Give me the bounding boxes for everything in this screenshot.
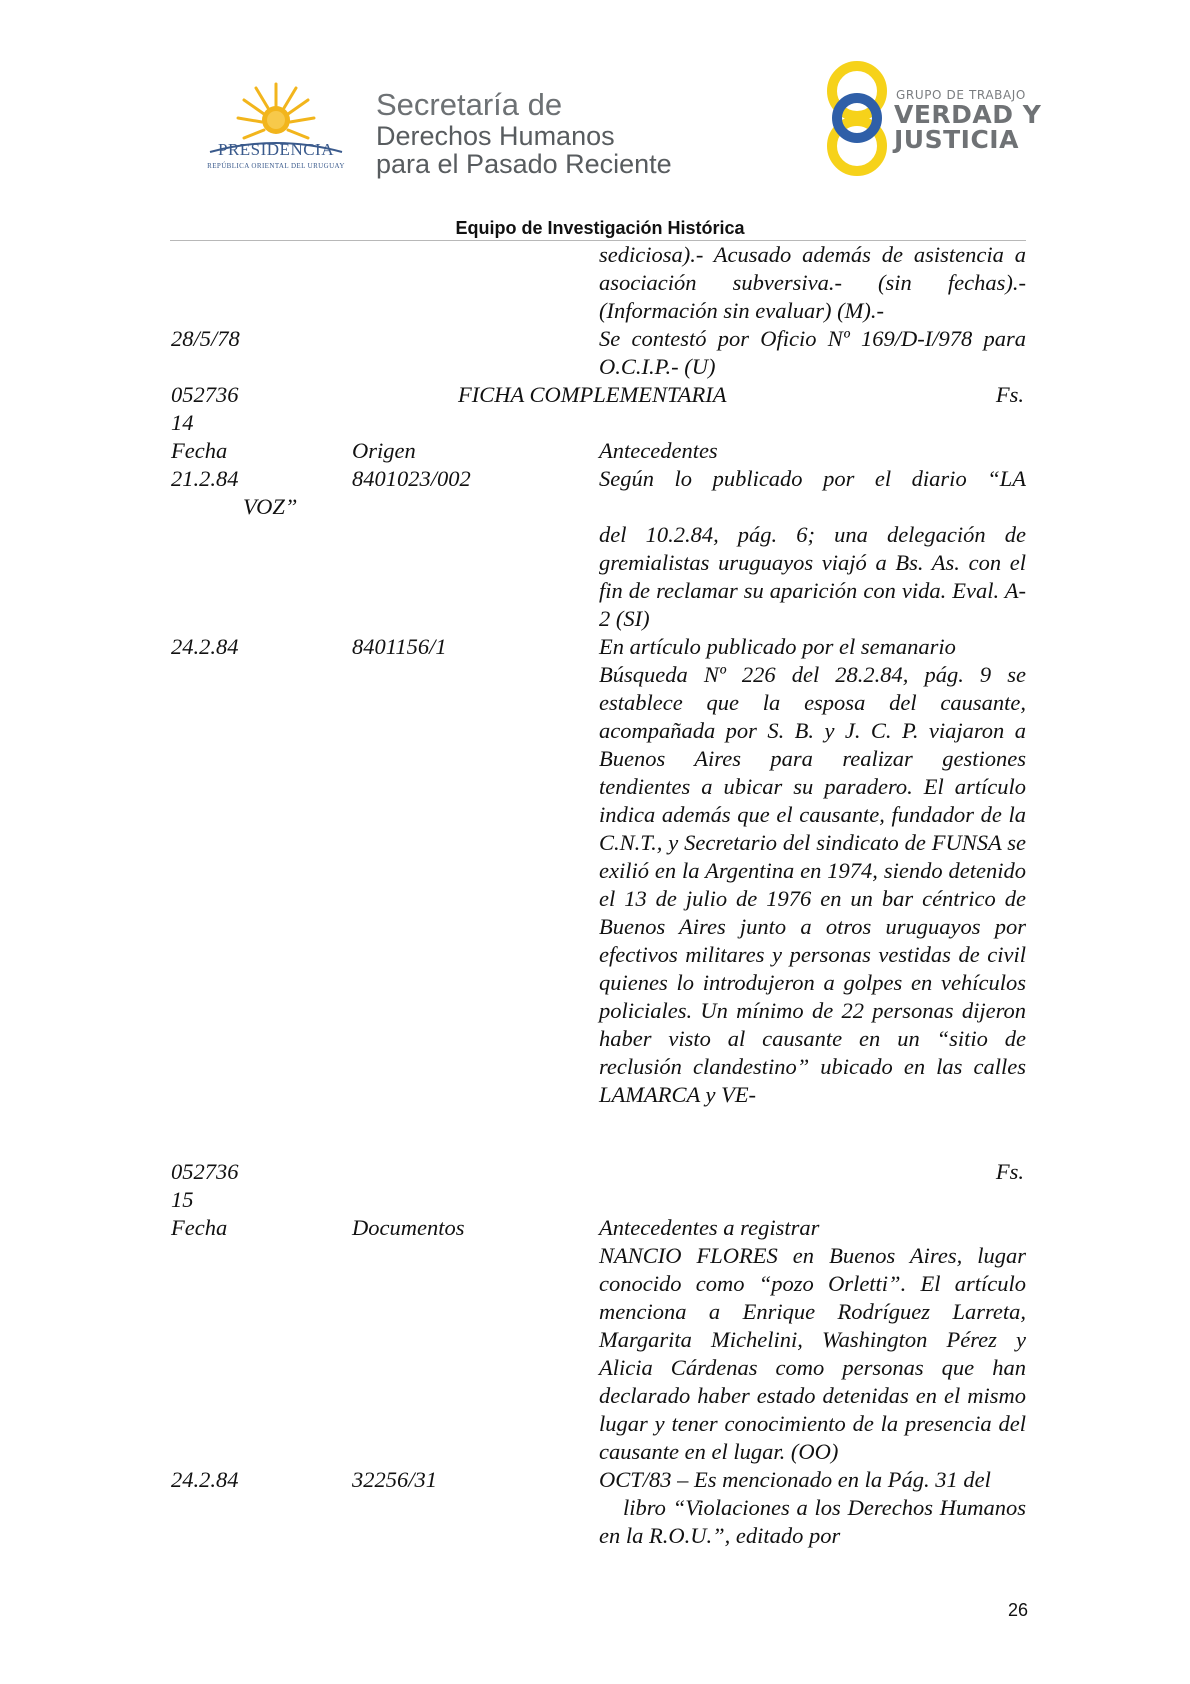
entry-text: OCT/83 – Es mencionado en la Pág. 31 del [599, 1467, 991, 1492]
entry-date: 28/5/78 [171, 326, 240, 351]
continuation-text: NANCIO FLORES en Buenos Aires, lugar conocido como “pozo Orletti”. El artículo menciona a Enrique Rodríguez Larreta, Margarita Michelini, Washington Pérez y Alicia Cárdenas como personas que han declarado haber estado detenidas en el mismo lugar y tener conocimiento de la presencia del causante en el lugar. (OO) [599, 1243, 1026, 1464]
card-number: 052736 [171, 1159, 239, 1184]
entry-text: En artículo publicado por el semanario [599, 634, 956, 659]
entry-text: Búsqueda Nº 226 del 28.2.84, pág. 9 se establece que la esposa del causante, acompañada por S. B. y J. C. P. viajaron a Buenos Aires para realizar gestiones tendientes a ubicar su paradero. El artículo indica además que el causante, fundador de la C.N.T., y Secretario del sindicato de FUNSA se exilió en la Argentina en 1974, siendo detenido el 13 de julio de 1976 en un bar céntrico de Buenos Aires junto a otros uruguayos por efectivos militares y personas vestidas de civil quienes lo introdujeron a golpes en vehículos policiales. Un mínimo de 22 personas dijeron haber visto al causante en un “sitio de reclusión clandestino” ubicado en las calles LAMARCA y VE- [599, 662, 1026, 1107]
card-number: 052736 [171, 382, 239, 407]
column-header-origen: Origen [352, 438, 416, 463]
entry-origin: 8401023/002 [352, 466, 471, 491]
entry-text: VOZ” [243, 494, 298, 519]
presidencia-subtitle: REPÚBLICA ORIENTAL DEL URUGUAY [207, 162, 345, 170]
fs-label: Fs. [995, 382, 1024, 407]
fs-label: Fs. [995, 1159, 1024, 1184]
grupo-trabajo-label: GRUPO DE TRABAJO [896, 88, 1026, 102]
entry-date: 21.2.84 [171, 466, 239, 491]
entry-text: Se contestó por Oficio Nº 169/D-I/978 para O.C.I.P.- (U) [599, 326, 1026, 379]
secretaria-title [376, 88, 672, 178]
entry-text: del 10.2.84, pág. 6; una delegación de gremialistas uruguayos viajó a Bs. As. con el fin de reclamar su aparición con vida. Eval. A-2 (SI) [599, 522, 1026, 631]
column-header-documentos: Documentos [352, 1215, 465, 1240]
presidencia-logo [196, 82, 356, 182]
verdad-justicia-title [894, 102, 1041, 152]
entry-date: 24.2.84 [171, 634, 239, 659]
column-header-fecha: Fecha [171, 438, 228, 463]
team-title: Equipo de Investigación Histórica [455, 218, 745, 238]
secretaria-line-1: Secretaría de [376, 87, 563, 122]
column-header-antecedentes-registrar: Antecedentes a registrar [599, 1215, 820, 1240]
secretaria-line-3: para el Pasado Reciente [376, 149, 672, 179]
entry-origin: 32256/31 [352, 1467, 438, 1492]
column-header-antecedentes: Antecedentes [599, 438, 718, 463]
entry-text: libro “Violaciones a los Derechos Humanos en la R.O.U.”, editado por [599, 1495, 1026, 1548]
presidencia-name: PRESIDENCIA [217, 140, 334, 159]
column-header-fecha: Fecha [171, 1215, 228, 1240]
rings-emblem-icon [822, 56, 892, 182]
verdad-label: VERDAD Y [894, 100, 1042, 129]
justicia-label: JUSTICIA [894, 125, 1019, 154]
secretaria-line-2: Derechos Humanos [376, 121, 615, 151]
entry-text: Según lo publicado por el diario “LA [599, 466, 1026, 491]
continuation-text: sediciosa).- Acusado además de asistencia a asociación subversiva.- (sin fechas).- (Información sin evaluar) (M).- [599, 242, 1026, 323]
entry-date: 24.2.84 [171, 1467, 239, 1492]
card-fs-number: 14 [171, 410, 194, 435]
card-fs-number: 15 [171, 1187, 194, 1212]
entry-origin: 8401156/1 [352, 634, 447, 659]
page-number: 26 [1007, 1600, 1028, 1620]
card-title: FICHA COMPLEMENTARIA [458, 382, 727, 407]
